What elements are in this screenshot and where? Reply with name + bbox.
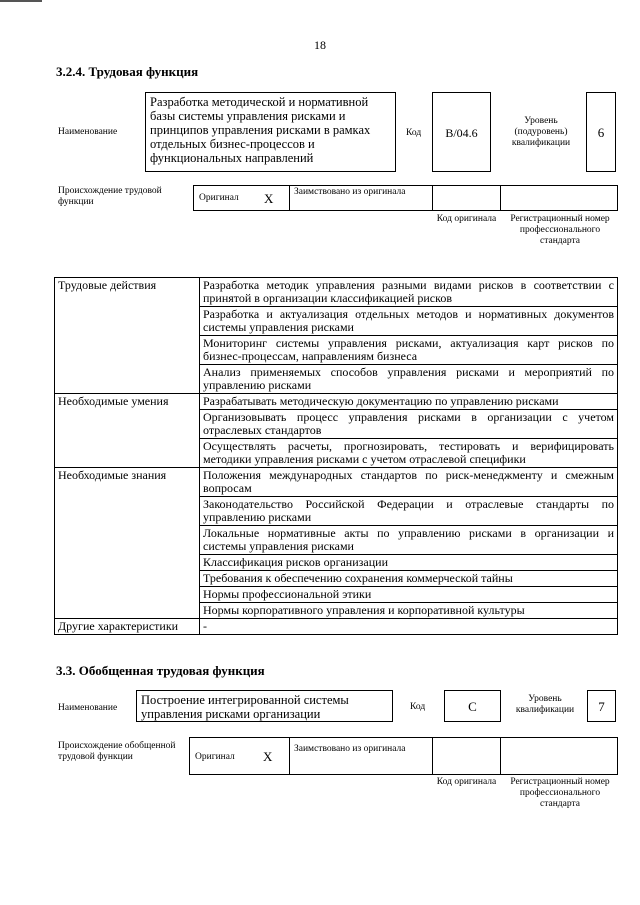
level-label-33: Уровень квалификации xyxy=(515,694,575,715)
row-value: Мониторинг системы управления рисками, актуализация карт рисков по бизнес-процессам, направлениям бизнеса xyxy=(200,336,618,365)
section-heading-324: 3.2.4. Трудовая функция xyxy=(56,64,199,79)
row-value: Нормы профессиональной этики xyxy=(200,587,618,603)
section-heading-33: 3.3. Обобщенная трудовая функция xyxy=(56,663,265,678)
code-original-caption-33: Код оригинала xyxy=(436,777,497,787)
page-number: 18 xyxy=(314,38,326,52)
origin-label: Происхождение трудовой функции xyxy=(58,186,162,207)
row-value: Разрабатывать методическую документацию по управлению рисками xyxy=(200,394,618,410)
level-value: 6 xyxy=(597,125,605,140)
code-value-box xyxy=(432,92,491,172)
row-value: Разработка и актуализация отдельных методов и нормативных документов системы управления рисками xyxy=(200,307,618,336)
row-value: - xyxy=(200,619,618,635)
name-value: Разработка методической и нормативной базы системы управления рисками и принципов управления рисками в рамках отдельных бизнес-процессов и функциональных направлений xyxy=(150,95,371,165)
table-row xyxy=(55,619,618,635)
original-label-33: Оригинал xyxy=(195,752,235,762)
row-label: Другие характеристики xyxy=(55,619,200,635)
name-label: Наименование xyxy=(58,127,118,137)
corner-mark xyxy=(0,0,42,2)
reg-number-caption-33: Регистрационный номер профессионального стандарта xyxy=(510,777,610,809)
level-value-box-33 xyxy=(587,690,616,722)
table-row xyxy=(55,468,618,497)
code-label: Код xyxy=(406,128,422,138)
reg-number-caption: Регистрационный номер профессионального стандарта xyxy=(510,214,610,246)
name-value-box-33 xyxy=(136,690,393,722)
code-original-caption: Код оригинала xyxy=(436,214,497,224)
name-value-33: Построение интегрированной системы управления рисками организации xyxy=(141,693,349,721)
row-value: Классификация рисков организации xyxy=(200,555,618,571)
code-value-box-33 xyxy=(444,690,501,722)
name-value-box xyxy=(145,92,396,172)
row-value: Требования к обеспечению сохранения коммерческой тайны xyxy=(200,571,618,587)
row-value: Локальные нормативные акты по управлению рисками в организации и системы управления рисками xyxy=(200,526,618,555)
row-label: Необходимые знания xyxy=(55,468,200,619)
row-value: Нормы корпоративного управления и корпоративной культуры xyxy=(200,603,618,619)
origin-row-box-33 xyxy=(189,737,618,775)
original-label: Оригинал xyxy=(199,193,239,203)
row-value: Положения международных стандартов по риск-менеджменту и смежным вопросам xyxy=(200,468,618,497)
original-mark: X xyxy=(264,191,274,206)
row-label: Трудовые действия xyxy=(55,278,200,394)
code-value: B/04.6 xyxy=(445,126,478,140)
origin-label-33: Происхождение обобщенной трудовой функции xyxy=(58,741,176,762)
table-row xyxy=(55,278,618,307)
code-label-33: Код xyxy=(410,702,426,712)
level-value-box xyxy=(586,92,616,172)
row-value: Разработка методик управления разными видами рисков в соответствии с принятой в организации классификацией рисков xyxy=(200,278,618,307)
borrowed-label-33: Заимствовано из оригинала xyxy=(294,744,406,754)
row-value: Осуществлять расчеты, прогнозировать, тестировать и верифицировать методики управления рисками с учетом отраслевой специфики xyxy=(200,439,618,468)
borrowed-label: Заимствовано из оригинала xyxy=(294,187,406,197)
row-value: Анализ применяемых способов управления рисками и мероприятий по управлению рисками xyxy=(200,365,618,394)
table-row xyxy=(55,394,618,410)
level-label: Уровень (подуровень) квалификации xyxy=(511,116,571,148)
table-body xyxy=(55,278,618,635)
level-value-33: 7 xyxy=(598,699,605,714)
row-value: Организовывать процесс управления рисками в организации с учетом отраслевых стандартов xyxy=(200,410,618,439)
labor-functions-table xyxy=(54,277,618,635)
original-mark-33: X xyxy=(263,749,273,764)
name-label-33: Наименование xyxy=(58,703,118,713)
code-value-33: C xyxy=(468,699,477,714)
row-value: Законодательство Российской Федерации и отраслевые стандарты по управлению рисками xyxy=(200,497,618,526)
row-label: Необходимые умения xyxy=(55,394,200,468)
